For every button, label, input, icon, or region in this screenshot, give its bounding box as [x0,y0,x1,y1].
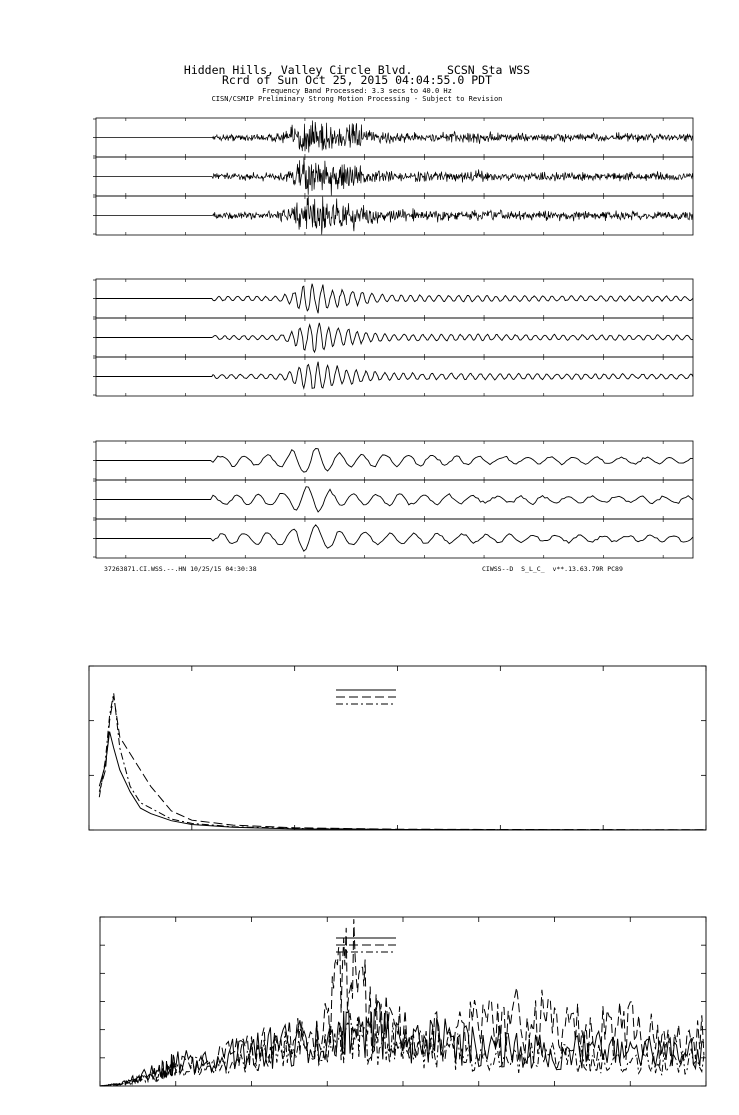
channel-trace [96,197,693,235]
channel-trace [96,449,693,473]
channel-trace [96,121,693,153]
header-record: Rcrd of Sun Oct 25, 2015 04:04:55.0 PDT [221,73,493,87]
velocity-fourier-spectrum-chart [100,917,706,1086]
series-line-2 [99,696,706,830]
footer-left: 37263871.CI.WSS.--.HN 10/25/15 04:30:38 [104,565,257,573]
time-history-panels [93,118,693,558]
channel-trace [96,362,693,389]
channel-trace [96,487,693,512]
channel-trace [96,158,693,196]
channel-trace [96,525,693,551]
series-line-3 [100,1013,704,1086]
channel-3 [93,357,693,396]
header [184,63,530,103]
channel-1 [93,441,693,480]
channel-trace [96,284,693,314]
spectral-acceleration-chart [89,666,706,830]
header-processing: CISN/CSMIP Preliminary Strong Motion Processing - Subject to Revision [211,95,503,103]
time-panel-vel [93,279,693,396]
channel-2 [93,318,693,357]
channel-trace [96,323,693,352]
footer-right: CIWSS--D S_L_C_ v**.13.63.79R PC89 [482,565,623,573]
series-line-3 [99,693,706,830]
series-line-2 [100,919,704,1086]
plot-frame [89,666,706,830]
time-panel-disp [93,441,693,558]
channel-2 [93,157,693,196]
channel-2 [93,480,693,519]
channel-1 [93,118,693,157]
channel-3 [93,196,693,235]
series-line-1 [99,732,706,830]
channel-3 [93,519,693,558]
header-station: Hidden Hills, Valley Circle Blvd. SCSN Sta WSS [183,63,531,77]
time-panel-acc [93,118,693,235]
header-band: Frequency Band Processed: 3.3 secs to 40.0 Hz [262,87,452,95]
channel-1 [93,279,693,318]
